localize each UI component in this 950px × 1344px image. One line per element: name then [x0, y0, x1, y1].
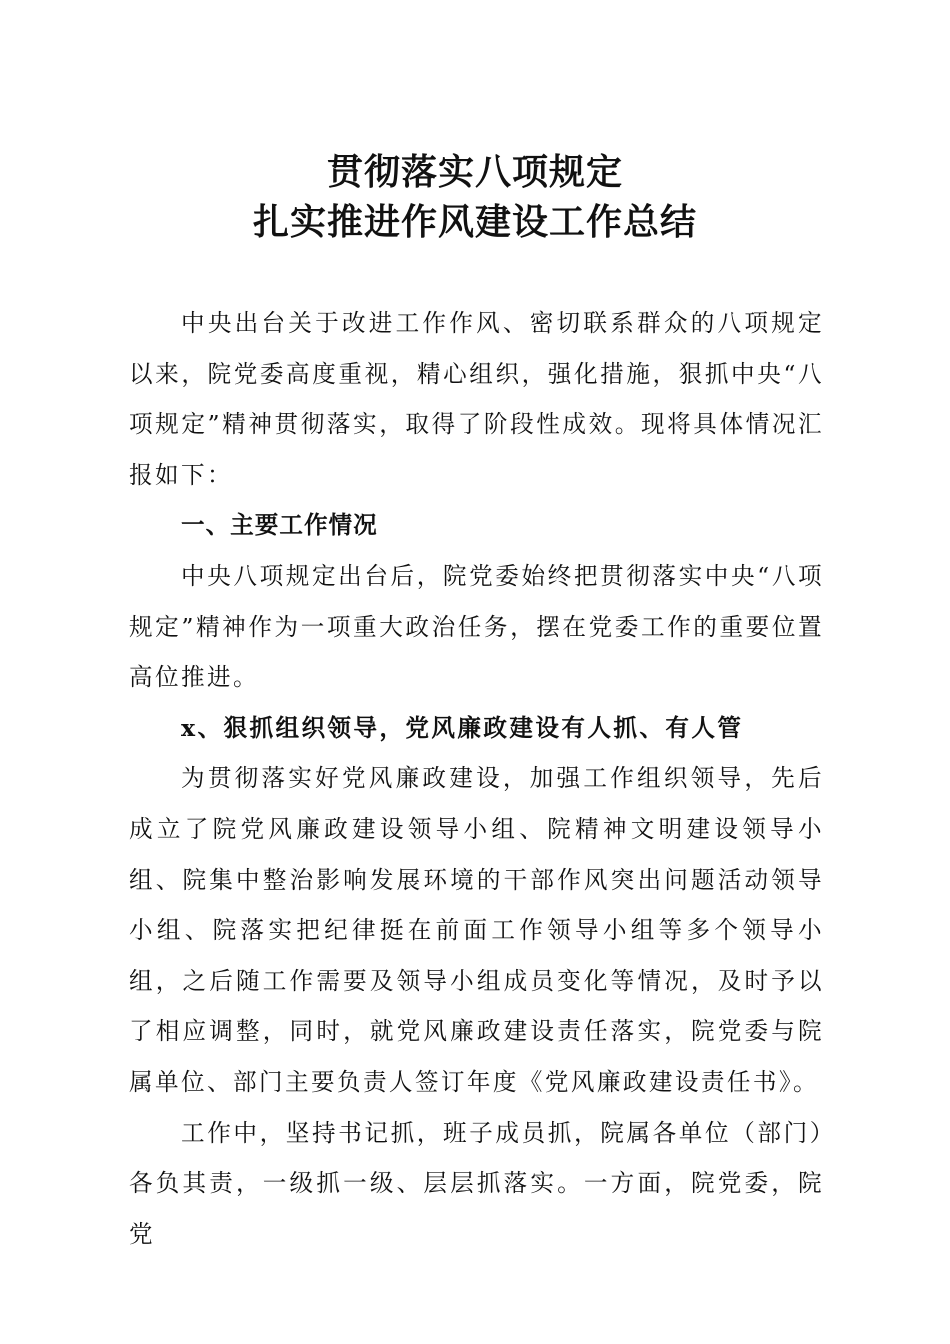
subsection-paragraph-1: 为贯彻落实好党风廉政建设，加强工作组织领导，先后成立了院党风廉政建设领导小组、院精神文明建设领导小组、院集中整治影响发展环境的干部作风突出问题活动领导小组、院落实把纪律挺在前面工作领导小组等多个领导小组，之后随工作需要及领导小组成员变化等情况，及时予以了相应调整，同时，就党风廉政建设责任落实，院党委与院属单位、部门主要负责人签订年度《党风廉政建设责任书》。	[129, 764, 824, 1096]
section-heading: 一、主要工作情况	[181, 511, 378, 540]
document-title-line-2: 扎实推进作风建设工作总结	[252, 201, 697, 243]
document-body	[129, 298, 824, 1259]
document-title-line-1: 贯彻落实八项规定	[326, 151, 623, 193]
subsection-heading: x、狠抓组织领导，党风廉政建设有人抓、有人管	[181, 713, 744, 742]
subsection-paragraph-2: 工作中，坚持书记抓，班子成员抓，院属各单位（部门）各负其责，一级抓一级、层层抓落实。一方面，院党委，院党	[129, 1118, 824, 1248]
section-paragraph: 中央八项规定出台后，院党委始终把贯彻落实中央“八项规定”精神作为一项重大政治任务，摆在党委工作的重要位置高位推进。	[129, 561, 824, 692]
intro-paragraph: 中央出台关于改进工作作风、密切联系群众的八项规定以来，院党委高度重视，精心组织，强化措施，狠抓中央“八项规定”精神贯彻落实，取得了阶段性成效。现将具体情况汇报如下：	[129, 309, 824, 489]
